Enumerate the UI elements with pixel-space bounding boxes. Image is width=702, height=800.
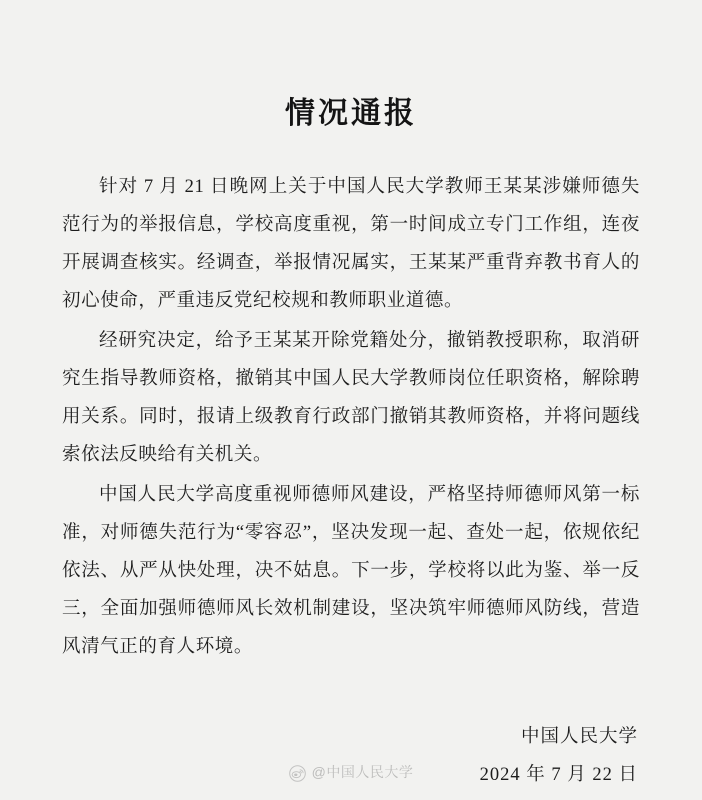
paragraph-2: 经研究决定，给予王某某开除党籍处分，撤销教授职称，取消研究生指导教师资格，撤销其中国人民大学教师岗位任职资格，解除聘用关系。同时，报请上级教育行政部门撤销其教师资格，并将问题线索依法反映给有关机关。: [62, 331, 640, 465]
signature-date: 2024 年 7 月 22 日: [479, 765, 638, 785]
weibo-icon: [289, 765, 306, 782]
document-body: [62, 168, 640, 666]
watermark-label: @中国人民大学: [311, 764, 414, 780]
signature-block: [62, 718, 640, 794]
page-title: 情况通报: [285, 97, 417, 130]
watermark: [0, 762, 702, 782]
paragraph-1: 针对 7 月 21 日晚网上关于中国人民大学教师王某某涉嫌师德失范行为的举报信息，学校高度重视，第一时间成立专门工作组，连夜开展调查核实。经调查，举报情况属实，王某某严重背弃教书育人的初心使命，严重违反党纪校规和教师职业道德。: [62, 177, 640, 311]
paragraph-3: 中国人民大学高度重视师德师风建设，严格坚持师德师风第一标准，对师德失范行为“零容忍”，坚决发现一起、查处一起，依规依纪依法、从严从快处理，决不姑息。下一步，学校将以此为鉴、举一反三，全面加强师德师风长效机制建设，坚决筑牢师德师风防线，营造风清气正的育人环境。: [62, 485, 640, 657]
signature-organization: 中国人民大学: [520, 727, 638, 747]
